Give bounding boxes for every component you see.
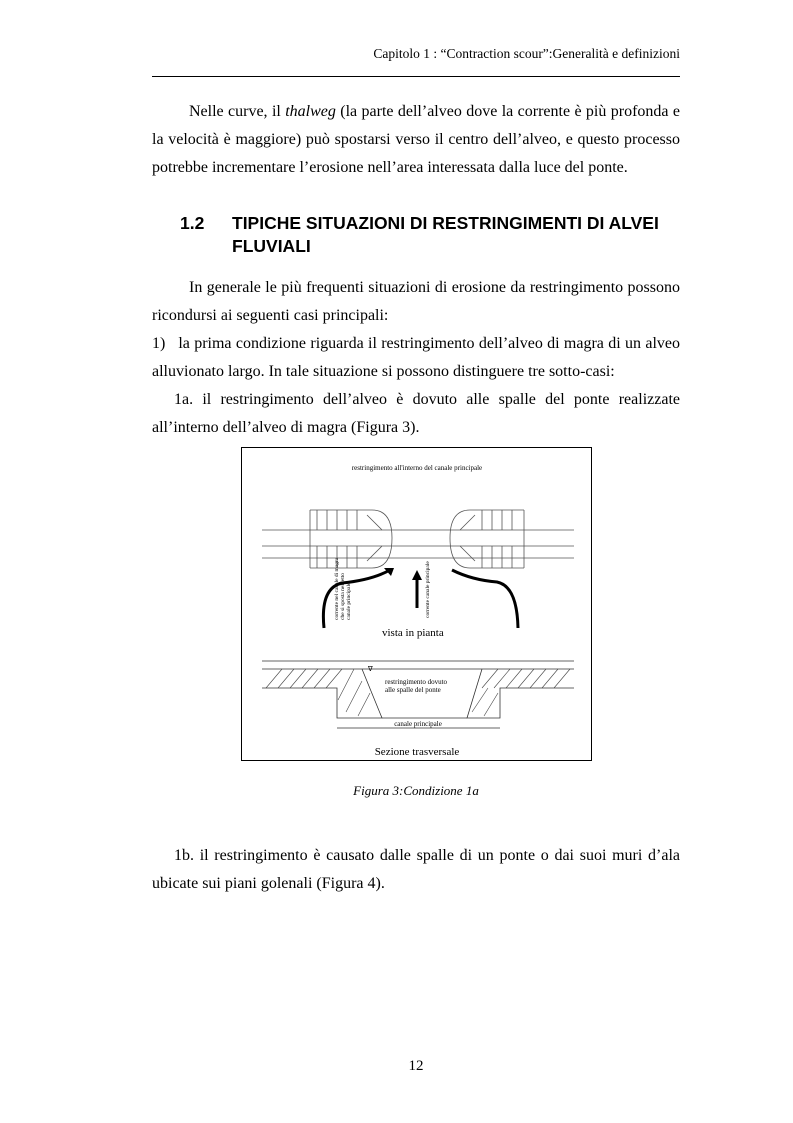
section-view-label: Sezione trasversale (374, 746, 460, 758)
flow-left-label-1: corrente nel canale di magra (334, 557, 340, 620)
channel-label: canale principale (394, 720, 442, 728)
narrowing-label-1: restringimento dovuto (385, 678, 448, 686)
section-title: TIPICHE SITUAZIONI DI RESTRINGIMENTI DI ALVEI FLUVIALI (232, 213, 659, 256)
figure-3-drawing (242, 448, 593, 762)
header-rule (152, 76, 680, 77)
case-1b-paragraph: 1b. il restringimento è causato dalle spalle di un ponte o dai suoi muri d’ala ubicate sui piani golenali (Figura 4). (152, 847, 680, 892)
figure-caption: Figura 3:Condizione 1a (353, 783, 479, 798)
flow-center-label: corrente canale principale (425, 561, 431, 618)
running-header: Capitolo 1 : “Contraction scour”:Generalità e definizioni (373, 46, 680, 61)
section-number: 1.2 (180, 213, 205, 233)
flow-left-label-3: canale principale (346, 582, 352, 620)
case-1a-paragraph: 1a. il restringimento dell’alveo è dovuto alle spalle del ponte realizzate all’interno dell’alveo di magra (Figura 3). (152, 391, 680, 436)
narrowing-label-2: alle spalle del ponte (385, 686, 441, 694)
water-level-symbol: ∇ (368, 665, 373, 673)
figure-top-label: restringimento all'interno del canale principale (351, 464, 483, 472)
plan-view-label: vista in pianta (382, 627, 444, 639)
case-1-paragraph: 1) la prima condizione riguarda il restringimento dell’alveo di magra di un alveo alluvionato largo. In tale situazione si possono distinguere tre sotto-casi: (152, 335, 680, 380)
figure-3 (241, 447, 592, 761)
flow-left-label-2: che si sposta nel letto (340, 572, 346, 620)
intro-paragraph (152, 98, 680, 182)
section-heading (180, 212, 680, 258)
intro-text-end: (la parte dell’alveo dove la corrente è più profonda e la velocità è maggiore) può spostarsi verso il centro dell’alveo, e questo processo potrebbe incrementare l’erosione nell’area interessata dalla luce del ponte. (152, 103, 680, 176)
general-paragraph: In generale le più frequenti situazioni di erosione da restringimento possono ricondursi ai seguenti casi principali: (152, 279, 680, 324)
thalweg-term: thalweg (285, 103, 336, 120)
page-number: 12 (408, 1058, 424, 1074)
intro-text-start: Nelle curve, il (189, 103, 286, 120)
